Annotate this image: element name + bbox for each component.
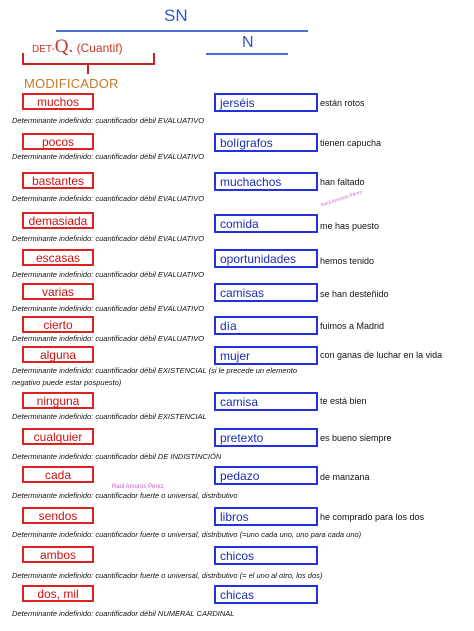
description-text: Determinante indefinido: cuantificador débil DE INDISTINCIÓN bbox=[12, 452, 222, 461]
predicate-text: me has puesto bbox=[320, 221, 380, 231]
description-text: Determinante indefinido: cuantificador débil EXISTENCIAL bbox=[12, 412, 207, 421]
noun-box: oportunidades bbox=[214, 249, 318, 268]
noun-box: pedazo bbox=[214, 466, 318, 485]
noun-box: comida bbox=[214, 214, 318, 233]
n-label: N bbox=[242, 34, 254, 51]
noun-box: jerséis bbox=[214, 93, 318, 112]
det-box: dos, mil bbox=[22, 585, 94, 602]
n-line bbox=[206, 53, 288, 55]
predicate-text: hemos tenido bbox=[320, 256, 375, 266]
noun-box: mujer bbox=[214, 346, 318, 365]
noun-box: chicas bbox=[214, 585, 318, 604]
det-q-label bbox=[32, 36, 123, 58]
description-text: Determinante indefinido: cuantificador débil EVALUATIVO bbox=[12, 304, 205, 313]
description-text: Determinante indefinido: cuantificador débil EVALUATIVO bbox=[12, 270, 205, 279]
det-box: ninguna bbox=[22, 392, 94, 409]
det-box: ambos bbox=[22, 546, 94, 563]
det-box: muchos bbox=[22, 93, 94, 110]
description-text: Determinante indefinido: cuantificador débil EVALUATIVO bbox=[12, 194, 205, 203]
author-watermark: Raúl Amoros Pérez bbox=[112, 484, 164, 490]
predicate-text: tienen capucha bbox=[320, 138, 382, 148]
predicate-text: de manzana bbox=[320, 472, 370, 482]
det-box: demasiada bbox=[22, 212, 94, 229]
det-prefix: DET- bbox=[32, 44, 55, 55]
description-text-continued: negativo puede estar pospuesto) bbox=[12, 378, 122, 387]
description-text: Determinante indefinido: cuantificador débil EVALUATIVO bbox=[12, 152, 205, 161]
noun-box: camisas bbox=[214, 283, 318, 302]
det-box: varias bbox=[22, 283, 94, 300]
description-text: Determinante indefinido: cuantificador débil EVALUATIVO bbox=[12, 116, 205, 125]
description-text: Determinante indefinido: cuantificador débil EVALUATIVO bbox=[12, 234, 205, 243]
noun-box: camisa bbox=[214, 392, 318, 411]
sn-line bbox=[56, 30, 308, 32]
det-box: cualquier bbox=[22, 428, 94, 445]
det-cuantif: (Cuantif) bbox=[73, 41, 123, 55]
predicate-text: han faltado bbox=[320, 177, 365, 187]
det-box: sendos bbox=[22, 507, 94, 524]
description-text: Determinante indefinido: cuantificador débil NUMERAL CARDINAL bbox=[12, 609, 235, 618]
predicate-text: he comprado para los dos bbox=[320, 512, 425, 522]
predicate-text: es bueno siempre bbox=[320, 433, 392, 443]
det-box: cada bbox=[22, 466, 94, 483]
description-text: Determinante indefinido: cuantificador fuerte o universal, distributivo bbox=[12, 491, 238, 500]
det-bracket-right bbox=[153, 53, 155, 64]
noun-box: chicos bbox=[214, 546, 318, 565]
description-text: Determinante indefinido: cuantificador débil EVALUATIVO bbox=[12, 334, 205, 343]
noun-box: muchachos bbox=[214, 172, 318, 191]
predicate-text: fuimos a Madrid bbox=[320, 321, 385, 331]
description-text: Determinante indefinido: cuantificador fuerte o universal, distributivo (=uno cada uno, uno para cada uno) bbox=[12, 530, 362, 539]
det-box: cierto bbox=[22, 316, 94, 333]
noun-box: bolígrafos bbox=[214, 133, 318, 152]
noun-box: pretexto bbox=[214, 428, 318, 447]
noun-box: día bbox=[214, 316, 318, 335]
det-box: escasas bbox=[22, 249, 94, 266]
det-box: bastantes bbox=[22, 172, 94, 189]
det-box: alguna bbox=[22, 346, 94, 363]
author-watermark: Raúl Amoros Pérez bbox=[320, 189, 363, 209]
predicate-text: con ganas de luchar en la vida bbox=[320, 350, 443, 360]
predicate-text: están rotos bbox=[320, 98, 365, 108]
det-q: Q. bbox=[54, 36, 74, 57]
description-text: Determinante indefinido: cuantificador débil EXISTENCIAL (si le precede un elemento bbox=[12, 366, 298, 375]
det-box: pocos bbox=[22, 133, 94, 150]
predicate-text: te está bien bbox=[320, 396, 367, 406]
modificador-label: MODIFICADOR bbox=[24, 76, 119, 91]
description-text: Determinante indefinido: cuantificador fuerte o universal, distributivo (= el uno al otro, los dos) bbox=[12, 571, 323, 580]
det-bracket-tick bbox=[87, 64, 89, 74]
noun-box: libros bbox=[214, 507, 318, 526]
sn-label: SN bbox=[164, 6, 188, 25]
predicate-text: se han desteñido bbox=[320, 289, 389, 299]
